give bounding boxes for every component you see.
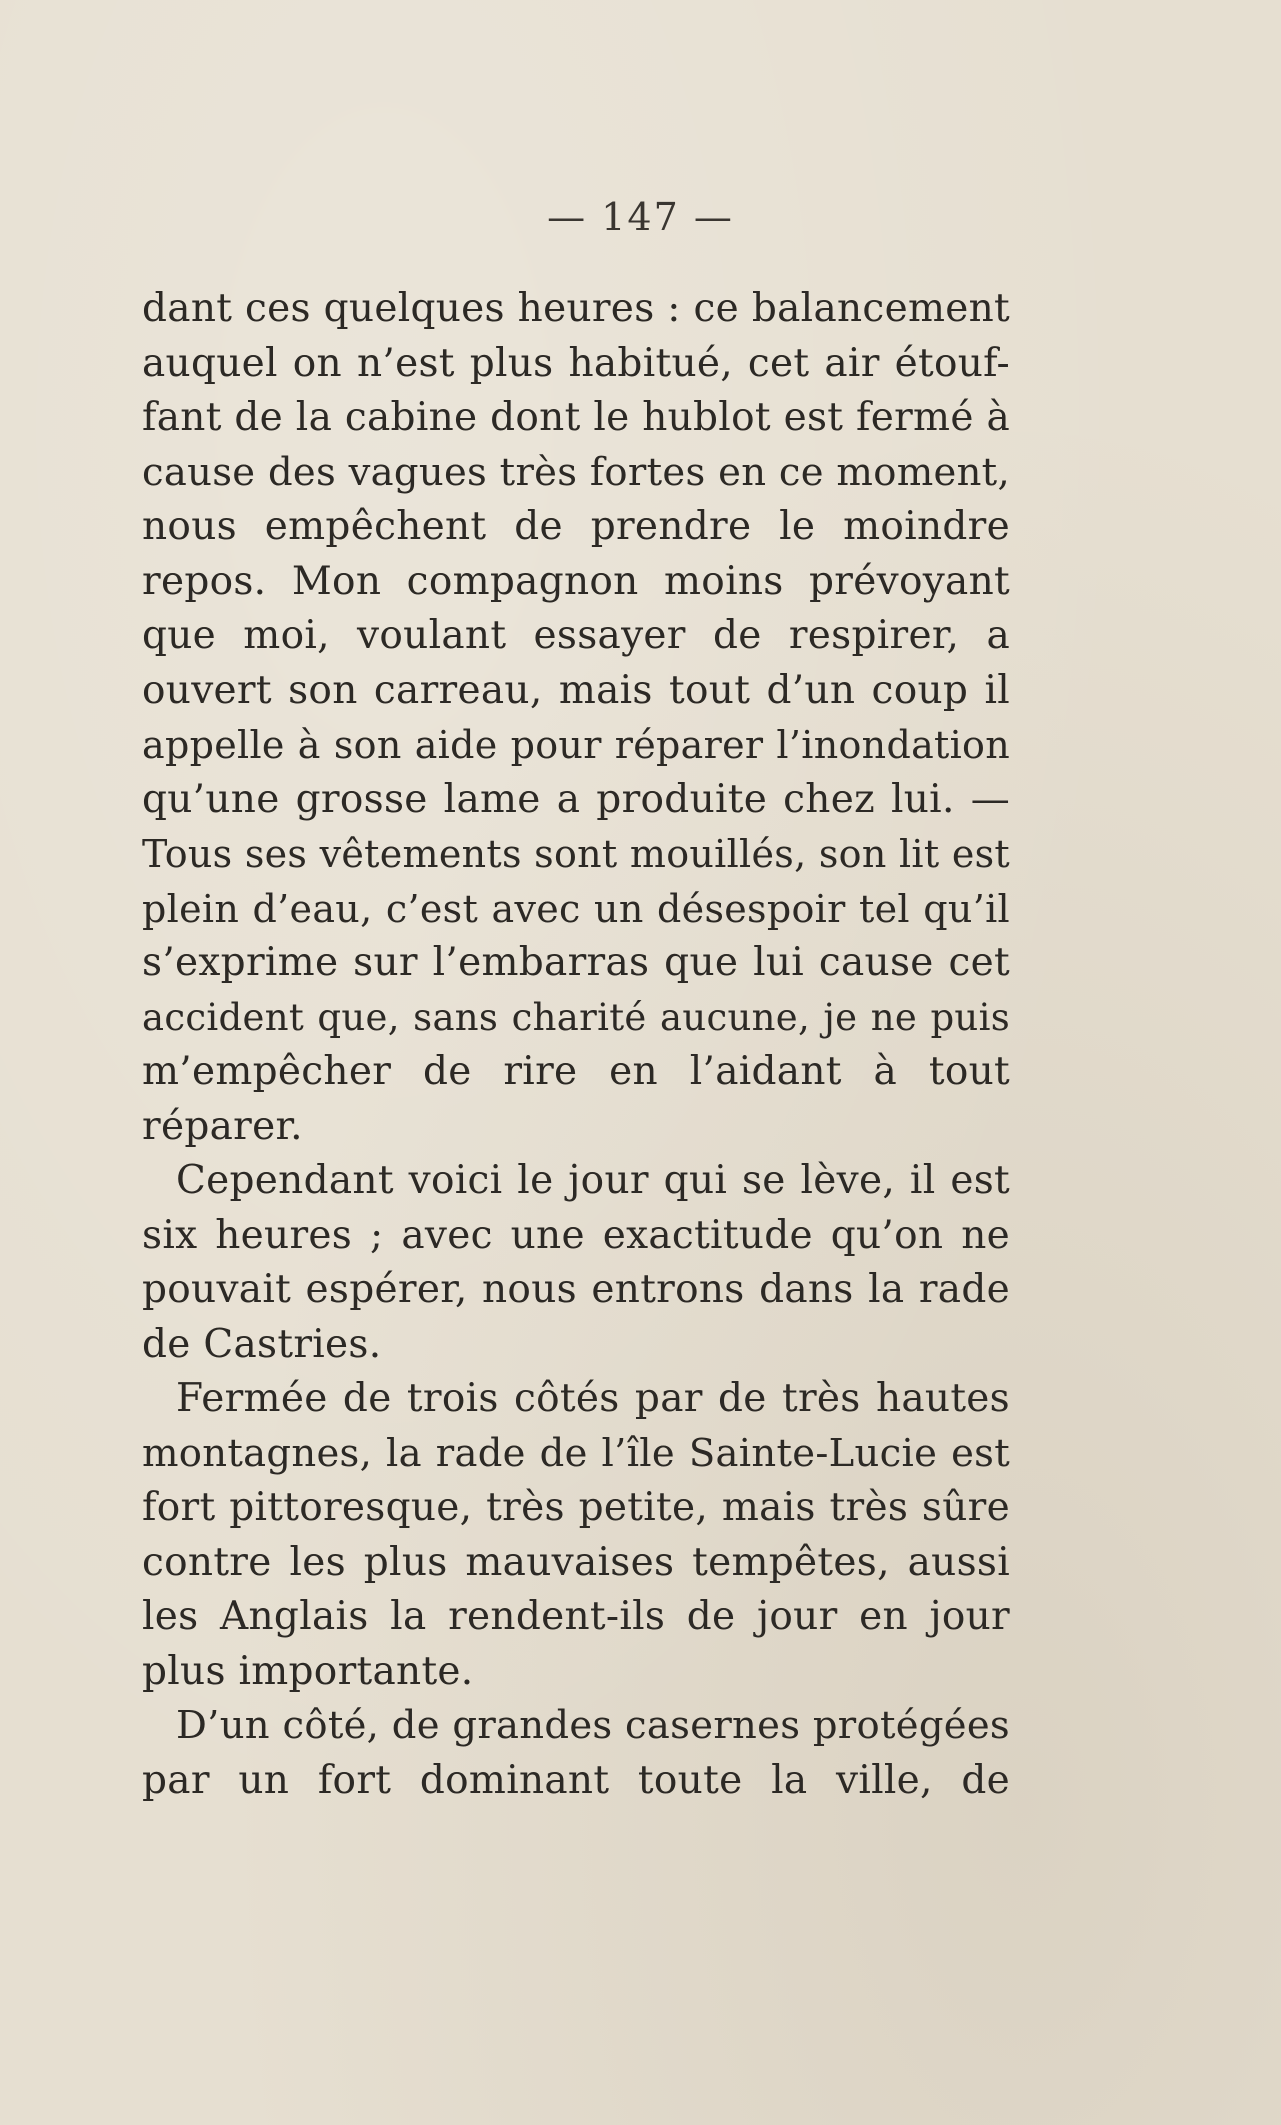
text-line: D’un côté, de grandes casernes protégées	[176, 1703, 1010, 1748]
text-line: plus importante.	[142, 1648, 474, 1694]
text-line: les Anglais la rendent-ils de jour en jour	[142, 1594, 1010, 1639]
text-line: repos. Mon compagnon moins prévoyant	[142, 558, 1010, 604]
text-line: nous empêchent de prendre le moindre	[142, 504, 1010, 549]
text-line: Fermée de trois côtés par de très hautes	[176, 1376, 1010, 1421]
text-line: s’exprime sur l’embarras que lui cause cet	[142, 940, 1010, 985]
text-line: auquel on n’est plus habitué, cet air étouf-	[142, 340, 1010, 386]
text-line: pouvait espérer, nous entrons dans la rade	[142, 1267, 1010, 1312]
text-line: dant ces quelques heures : ce balancement	[142, 286, 1010, 331]
text-line: cause des vagues très fortes en ce moment,	[142, 449, 1010, 495]
text-line: Cependant voici le jour qui se lève, il est	[176, 1158, 1010, 1203]
text-line: plein d’eau, c’est avec un désespoir tel qu’il	[142, 886, 1010, 931]
text-line: réparer.	[142, 1103, 303, 1149]
text-line: que moi, voulant essayer de respirer, a	[142, 613, 1010, 658]
text-line: ouvert son carreau, mais tout d’un coup il	[142, 667, 1010, 713]
text-line: qu’une grosse lame a produite chez lui. —	[142, 776, 1010, 822]
page-number: — 147 —	[547, 195, 734, 239]
text-line: accident que, sans charité aucune, je ne puis	[142, 995, 1010, 1039]
text-line: montagnes, la rade de l’île Sainte-Lucie est	[142, 1430, 1010, 1476]
body-text	[142, 282, 1010, 1808]
text-line: contre les plus mauvaises tempêtes, aussi	[142, 1539, 1010, 1585]
text-line: Tous ses vêtements sont mouillés, son lit est	[142, 832, 1010, 876]
text-line: par un fort dominant toute la ville, de	[142, 1757, 1010, 1803]
text-line: six heures ; avec une exactitude qu’on ne	[142, 1212, 1010, 1258]
text-line: de Castries.	[142, 1321, 382, 1367]
text-line: fort pittoresque, très petite, mais très sûre	[142, 1485, 1010, 1530]
text-line: m’empêcher de rire en l’aidant à tout	[142, 1049, 1010, 1094]
text-line: fant de la cabine dont le hublot est fermé à	[142, 395, 1010, 440]
text-line: appelle à son aide pour réparer l’inondation	[142, 723, 1010, 767]
